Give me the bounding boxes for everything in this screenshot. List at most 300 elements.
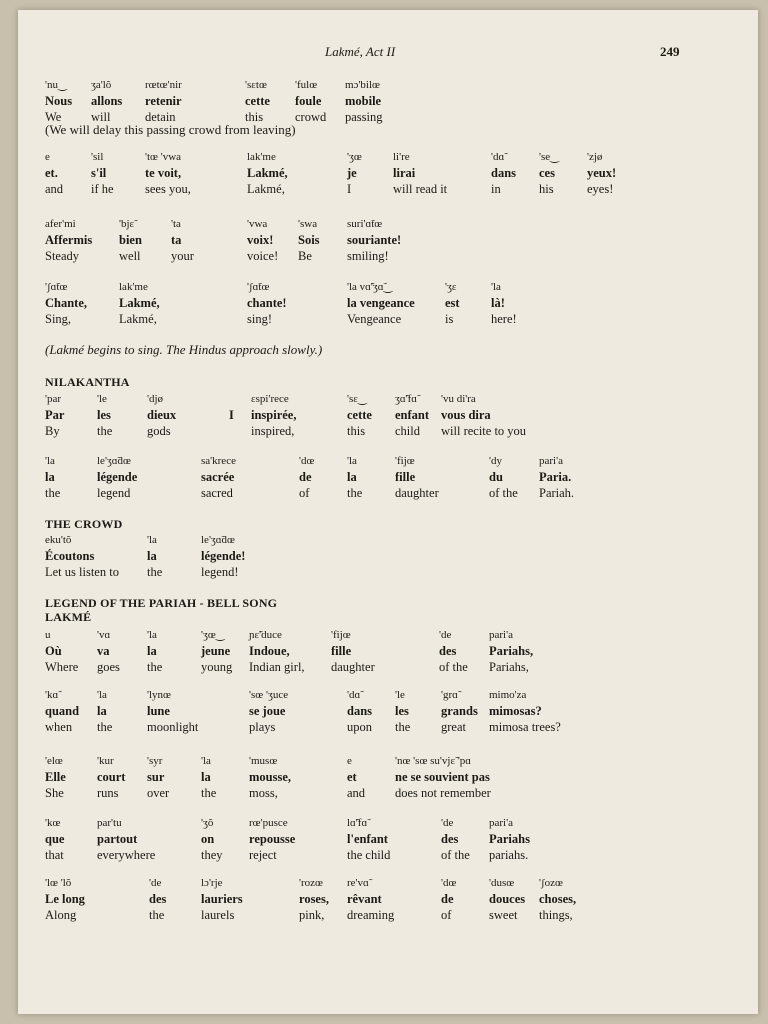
english-gloss: sees you, (145, 182, 191, 196)
french-word: et. (45, 166, 58, 180)
ipa-text: 'la (45, 455, 55, 467)
french-word: les (97, 408, 111, 422)
english-gloss: the (97, 424, 113, 438)
word-column (441, 392, 526, 439)
french-word: cette (347, 408, 372, 422)
ipa-text: afer'mi (45, 218, 76, 230)
french-word: du (489, 470, 503, 484)
french-word: roses, (299, 892, 329, 906)
ipa-text: 'vu di'ra (441, 393, 476, 405)
word-column (147, 392, 176, 439)
french-word: te voit, (145, 166, 182, 180)
ipa-text: 'fijœ (395, 455, 415, 467)
french-word: s'il (91, 166, 107, 180)
french-word: yeux! (587, 166, 617, 180)
ipa-text: 'nœ 'sœ su'vjɛ̃ 'pɑ (395, 755, 472, 767)
english-gloss: the (201, 786, 217, 800)
ipa-text: 'ʒœ (347, 151, 362, 163)
ipa-text: 'de (439, 629, 452, 641)
word-column (201, 533, 245, 580)
section-crowd: THE CROWD (45, 517, 123, 531)
ipa-text: 'la (347, 455, 357, 467)
word-column (347, 876, 394, 923)
english-gloss: well (119, 249, 141, 263)
ipa-text: 'nu‿ (45, 79, 67, 91)
word-column (97, 628, 120, 675)
english-gloss: things, (539, 908, 573, 922)
translation-line: (We will delay this passing crowd from leaving) (45, 122, 296, 137)
english-gloss: is (445, 312, 454, 326)
word-column (97, 688, 112, 735)
english-gloss: Lakmé, (247, 182, 285, 196)
french-word: cette (245, 94, 270, 108)
french-word: Par (45, 408, 65, 422)
french-word: ta (171, 233, 182, 247)
word-column (45, 392, 64, 439)
french-word: grands (441, 704, 478, 718)
ipa-text: 'vwa (247, 218, 268, 230)
french-word: inspirée, (251, 408, 297, 422)
ipa-text: li're (393, 151, 410, 163)
english-gloss: Sing, (45, 312, 72, 326)
english-gloss: they (201, 848, 223, 862)
ipa-text: lak'me (119, 281, 148, 293)
french-word: Chante, (45, 296, 88, 310)
french-word: enfant (395, 408, 430, 422)
english-gloss: that (45, 848, 64, 862)
ipa-text: 'rozœ (299, 877, 323, 889)
ipa-text: 'par (45, 393, 62, 405)
english-gloss: moss, (249, 786, 278, 800)
ipa-text: mɔ'bilœ (345, 79, 380, 91)
word-column (91, 150, 114, 197)
english-gloss: Steady (45, 249, 80, 263)
french-word: retenir (145, 94, 182, 108)
word-column (45, 454, 60, 501)
english-gloss: We (45, 110, 62, 124)
word-column (441, 816, 470, 863)
english-gloss: his (539, 182, 554, 196)
word-column (45, 688, 79, 735)
english-gloss: voice! (247, 249, 279, 263)
word-column (91, 78, 122, 125)
french-word: lirai (393, 166, 416, 180)
word-column (201, 454, 236, 501)
english-gloss: dreaming (347, 908, 395, 922)
word-column (45, 280, 87, 327)
english-gloss: the (97, 720, 113, 734)
ipa-text: 'ʒɛ (445, 281, 457, 293)
french-word: des (439, 644, 457, 658)
french-word: la (347, 470, 357, 484)
english-gloss: detain (145, 110, 176, 124)
french-word: fille (331, 644, 352, 658)
word-column (539, 876, 576, 923)
ipa-text: 'kur (97, 755, 114, 767)
ipa-text: 'la (491, 281, 501, 293)
french-word: la (201, 770, 211, 784)
ipa-text: e (347, 755, 352, 767)
english-gloss: the (45, 486, 61, 500)
ipa-text: 'dɑ̃ (491, 151, 505, 163)
english-gloss: inspired, (251, 424, 295, 438)
french-word: on (201, 832, 215, 846)
english-gloss: great (441, 720, 466, 734)
ipa-text: eku'tõ (45, 534, 72, 546)
english-gloss: crowd (295, 110, 327, 124)
english-gloss: this (245, 110, 264, 124)
french-word: Affermis (45, 233, 93, 247)
french-word: court (97, 770, 126, 784)
french-word: Indoue, (249, 644, 290, 658)
ipa-text: pari'a (489, 629, 513, 641)
ipa-text: 'sœ 'ʒuce (249, 689, 289, 701)
word-column (171, 217, 194, 264)
word-column (393, 150, 447, 197)
english-gloss: legend! (201, 565, 239, 579)
word-column (395, 392, 429, 439)
ipa-text: 'la (147, 629, 157, 641)
french-word: sacrée (201, 470, 235, 484)
english-gloss: your (171, 249, 194, 263)
ipa-text: 'vɑ (97, 629, 111, 641)
french-word: douces (489, 892, 526, 906)
word-column (347, 150, 362, 197)
ipa-text: suri'ɑ̃tœ (347, 218, 383, 230)
word-column (201, 628, 232, 675)
ipa-text: 'ʒœ‿ (201, 629, 225, 641)
french-word: se joue (249, 704, 286, 718)
word-column (439, 628, 468, 675)
english-gloss: the child (347, 848, 391, 862)
word-column (347, 280, 415, 327)
english-gloss: plays (249, 720, 276, 734)
english-gloss: of (299, 486, 310, 500)
english-gloss: and (347, 786, 366, 800)
english-gloss: will recite to you (441, 424, 527, 438)
ipa-text: 'ʒõ (201, 817, 214, 829)
french-word: chante! (247, 296, 287, 310)
french-word: Elle (45, 770, 66, 784)
french-word: lauriers (201, 892, 243, 906)
section-lakme: LAKMÉ (45, 610, 92, 624)
ipa-text: 'le (395, 689, 405, 701)
french-word: la (147, 549, 157, 563)
ipa-text: ɲɛ̃'duce (249, 629, 282, 641)
ipa-text: 'la (147, 534, 157, 546)
ipa-text: 'de (441, 817, 454, 829)
ipa-text: 'la (97, 689, 107, 701)
ipa-text: lɔ'rje (201, 877, 223, 889)
word-column (45, 876, 85, 923)
word-column (539, 454, 574, 501)
word-column (201, 754, 216, 801)
english-gloss: Indian girl, (249, 660, 305, 674)
word-column (45, 78, 72, 125)
french-word: légende (97, 470, 138, 484)
english-gloss: the (147, 660, 163, 674)
french-word: Pariahs, (489, 644, 534, 658)
word-column (145, 150, 191, 197)
ipa-text: 'le (97, 393, 107, 405)
ipa-text: pari'a (539, 455, 563, 467)
french-word: et (347, 770, 357, 784)
ipa-text: le'ʒɑ̃dœ (201, 534, 235, 546)
english-gloss: Along (45, 908, 77, 922)
word-column (347, 754, 365, 801)
ipa-text: 'la (201, 755, 211, 767)
word-column (229, 392, 234, 439)
english-gloss: Where (45, 660, 79, 674)
word-column (299, 876, 329, 923)
english-gloss: here! (491, 312, 517, 326)
word-column (441, 688, 478, 735)
french-word: foule (295, 94, 322, 108)
french-word: Nous (45, 94, 73, 108)
french-word: Le long (45, 892, 85, 906)
ipa-text: 'zjø (587, 151, 603, 163)
word-column (119, 217, 142, 264)
french-word: ne se souvient pas (395, 770, 490, 784)
french-word: est (445, 296, 460, 310)
french-word: mimosas? (489, 704, 542, 718)
ipa-text: 'tœ 'vwa (145, 151, 182, 163)
english-gloss: of (441, 908, 452, 922)
word-column (489, 454, 518, 501)
word-column (489, 628, 533, 675)
english-gloss: in (491, 182, 501, 196)
word-column (347, 392, 372, 439)
word-column (249, 628, 305, 675)
word-column (97, 754, 125, 801)
english-gloss: of the (439, 660, 468, 674)
french-word: mousse, (249, 770, 292, 784)
ipa-text: 'lynœ (147, 689, 171, 701)
french-word: les (395, 704, 409, 718)
ipa-text: pari'a (489, 817, 513, 829)
word-column (45, 533, 119, 580)
ipa-text: rœ'pusce (249, 817, 288, 829)
english-gloss: eyes! (587, 182, 614, 196)
french-word: sur (147, 770, 165, 784)
word-column (145, 78, 182, 125)
french-word: de (299, 470, 312, 484)
english-gloss: will (91, 110, 111, 124)
word-column (45, 816, 64, 863)
word-column (395, 688, 410, 735)
word-column (489, 876, 525, 923)
english-gloss: everywhere (97, 848, 156, 862)
ipa-text: 'dœ (441, 877, 457, 889)
english-gloss: moonlight (147, 720, 199, 734)
english-gloss: smiling! (347, 249, 389, 263)
word-column (45, 628, 78, 675)
english-gloss: Pariahs, (489, 660, 529, 674)
word-column (539, 150, 559, 197)
english-gloss: By (45, 424, 60, 438)
word-column (247, 280, 287, 327)
english-gloss: when (45, 720, 73, 734)
english-gloss: pariahs. (489, 848, 529, 862)
ipa-text: 'sɛtœ (245, 79, 267, 91)
score-page (18, 10, 758, 1014)
french-word: voix! (247, 233, 274, 247)
english-gloss: legend (97, 486, 131, 500)
ipa-text: ʒa'lõ (91, 79, 112, 91)
word-column (347, 454, 362, 501)
ipa-text: sa'krece (201, 455, 236, 467)
ipa-text: 'lœ 'lõ (45, 877, 72, 889)
ipa-text: 'la vɑ̃'ʒɑ̃‿ (347, 281, 393, 293)
french-word: Pariahs (489, 832, 530, 846)
french-word: vous dira (441, 408, 491, 422)
french-word: rêvant (347, 892, 382, 906)
english-gloss: and (45, 182, 64, 196)
running-title: Lakmé, Act II (325, 44, 396, 59)
word-column (251, 392, 296, 439)
word-column (295, 78, 326, 125)
english-gloss: runs (97, 786, 119, 800)
english-gloss: passing (345, 110, 383, 124)
english-gloss: laurels (201, 908, 235, 922)
french-word: mobile (345, 94, 382, 108)
french-word: Paria. (539, 470, 572, 484)
ipa-text: lɑ̃'fɑ̃ (347, 817, 368, 829)
english-gloss: Vengeance (347, 312, 402, 326)
english-gloss: of the (489, 486, 518, 500)
word-column (331, 628, 375, 675)
english-gloss (229, 423, 234, 439)
ipa-text: 'kɑ̃ (45, 689, 59, 701)
english-gloss: mimosa trees? (489, 720, 561, 734)
ipa-text: par'tu (97, 817, 122, 829)
english-gloss: the (149, 908, 165, 922)
word-column (119, 280, 160, 327)
word-column (147, 533, 162, 580)
english-gloss: if he (91, 182, 114, 196)
french-word: la (45, 470, 55, 484)
word-column (298, 217, 320, 264)
french-word: de (441, 892, 454, 906)
french-word: je (347, 166, 357, 180)
english-gloss: will read it (393, 182, 448, 196)
ipa-text: 'fijœ (331, 629, 351, 641)
ipa-text (229, 392, 234, 407)
ipa-text: 'bjɛ̃ (119, 218, 135, 230)
english-gloss: Pariah. (539, 486, 575, 500)
french-word: souriante! (347, 233, 402, 247)
ipa-text: ɛspi'rece (251, 393, 289, 405)
ipa-text: 'syr (147, 755, 163, 767)
word-column (45, 754, 66, 801)
english-gloss: reject (249, 848, 277, 862)
english-gloss: Let us listen to (45, 565, 119, 579)
word-column (489, 816, 530, 863)
french-word: ces (539, 166, 555, 180)
ipa-text: 'djø (147, 393, 164, 405)
french-word: dans (347, 704, 373, 718)
french-word: fille (395, 470, 416, 484)
word-column (45, 150, 63, 197)
french-word: repousse (249, 832, 296, 846)
ipa-text: e (45, 151, 50, 163)
english-gloss: child (395, 424, 420, 438)
ipa-text: 'se‿ (539, 151, 559, 163)
english-gloss: over (147, 786, 170, 800)
word-column (345, 78, 383, 125)
french-word: allons (91, 94, 123, 108)
word-column (97, 816, 155, 863)
ipa-text: 'dy (489, 455, 502, 467)
word-column (147, 628, 162, 675)
ipa-text: 'ʃɑ̃tœ (247, 281, 270, 293)
french-word: là! (491, 296, 505, 310)
word-column (441, 876, 456, 923)
english-gloss: the (147, 565, 163, 579)
word-column (491, 150, 516, 197)
english-gloss: the (395, 720, 411, 734)
french-word: quand (45, 704, 80, 718)
ipa-text: 'ta (171, 218, 181, 230)
french-word: va (97, 644, 110, 658)
word-column (395, 454, 439, 501)
ipa-text: mimo'za (489, 689, 527, 701)
ipa-text: ʒɑ̃'fɑ̃ (395, 393, 418, 405)
word-column (347, 688, 372, 735)
french-word: la (97, 704, 107, 718)
section-nilakantha: NILAKANTHA (45, 375, 130, 389)
french-word: I (229, 408, 234, 422)
word-column (201, 816, 223, 863)
ipa-text: 'sɛ‿ (347, 393, 367, 405)
english-gloss: goes (97, 660, 120, 674)
word-column (45, 217, 92, 264)
page-number: 249 (660, 44, 680, 59)
english-gloss: sing! (247, 312, 272, 326)
french-word: la vengeance (347, 296, 415, 310)
french-word: la (147, 644, 157, 658)
ipa-text: 'kœ (45, 817, 61, 829)
ipa-text: 'swa (298, 218, 318, 230)
word-column (247, 217, 278, 264)
ipa-text: 'sil (91, 151, 104, 163)
word-column (249, 754, 291, 801)
french-word: choses, (539, 892, 577, 906)
section-legend-title: LEGEND OF THE PARIAH - BELL SONG (45, 596, 278, 610)
english-gloss: Lakmé, (119, 312, 157, 326)
english-gloss: gods (147, 424, 171, 438)
ipa-text: 'dusœ (489, 877, 515, 889)
word-column (249, 816, 295, 863)
ipa-text: 'dɑ̃ (347, 689, 361, 701)
word-column (247, 150, 288, 197)
french-word: jeune (201, 644, 231, 658)
french-word: partout (97, 832, 138, 846)
french-word: Où (45, 644, 62, 658)
french-word: Lakmé, (247, 166, 288, 180)
english-gloss: daughter (395, 486, 439, 500)
english-gloss: the (347, 486, 363, 500)
english-gloss: I (347, 182, 352, 196)
french-word: dieux (147, 408, 177, 422)
english-gloss: sweet (489, 908, 518, 922)
french-word: des (149, 892, 167, 906)
ipa-text: 'elœ (45, 755, 63, 767)
word-column (299, 454, 314, 501)
ipa-text: 'ʃɑ̃tœ (45, 281, 68, 293)
stage-direction: (Lakmé begins to sing. The Hindus approach slowly.) (45, 342, 323, 357)
word-column (587, 150, 616, 197)
